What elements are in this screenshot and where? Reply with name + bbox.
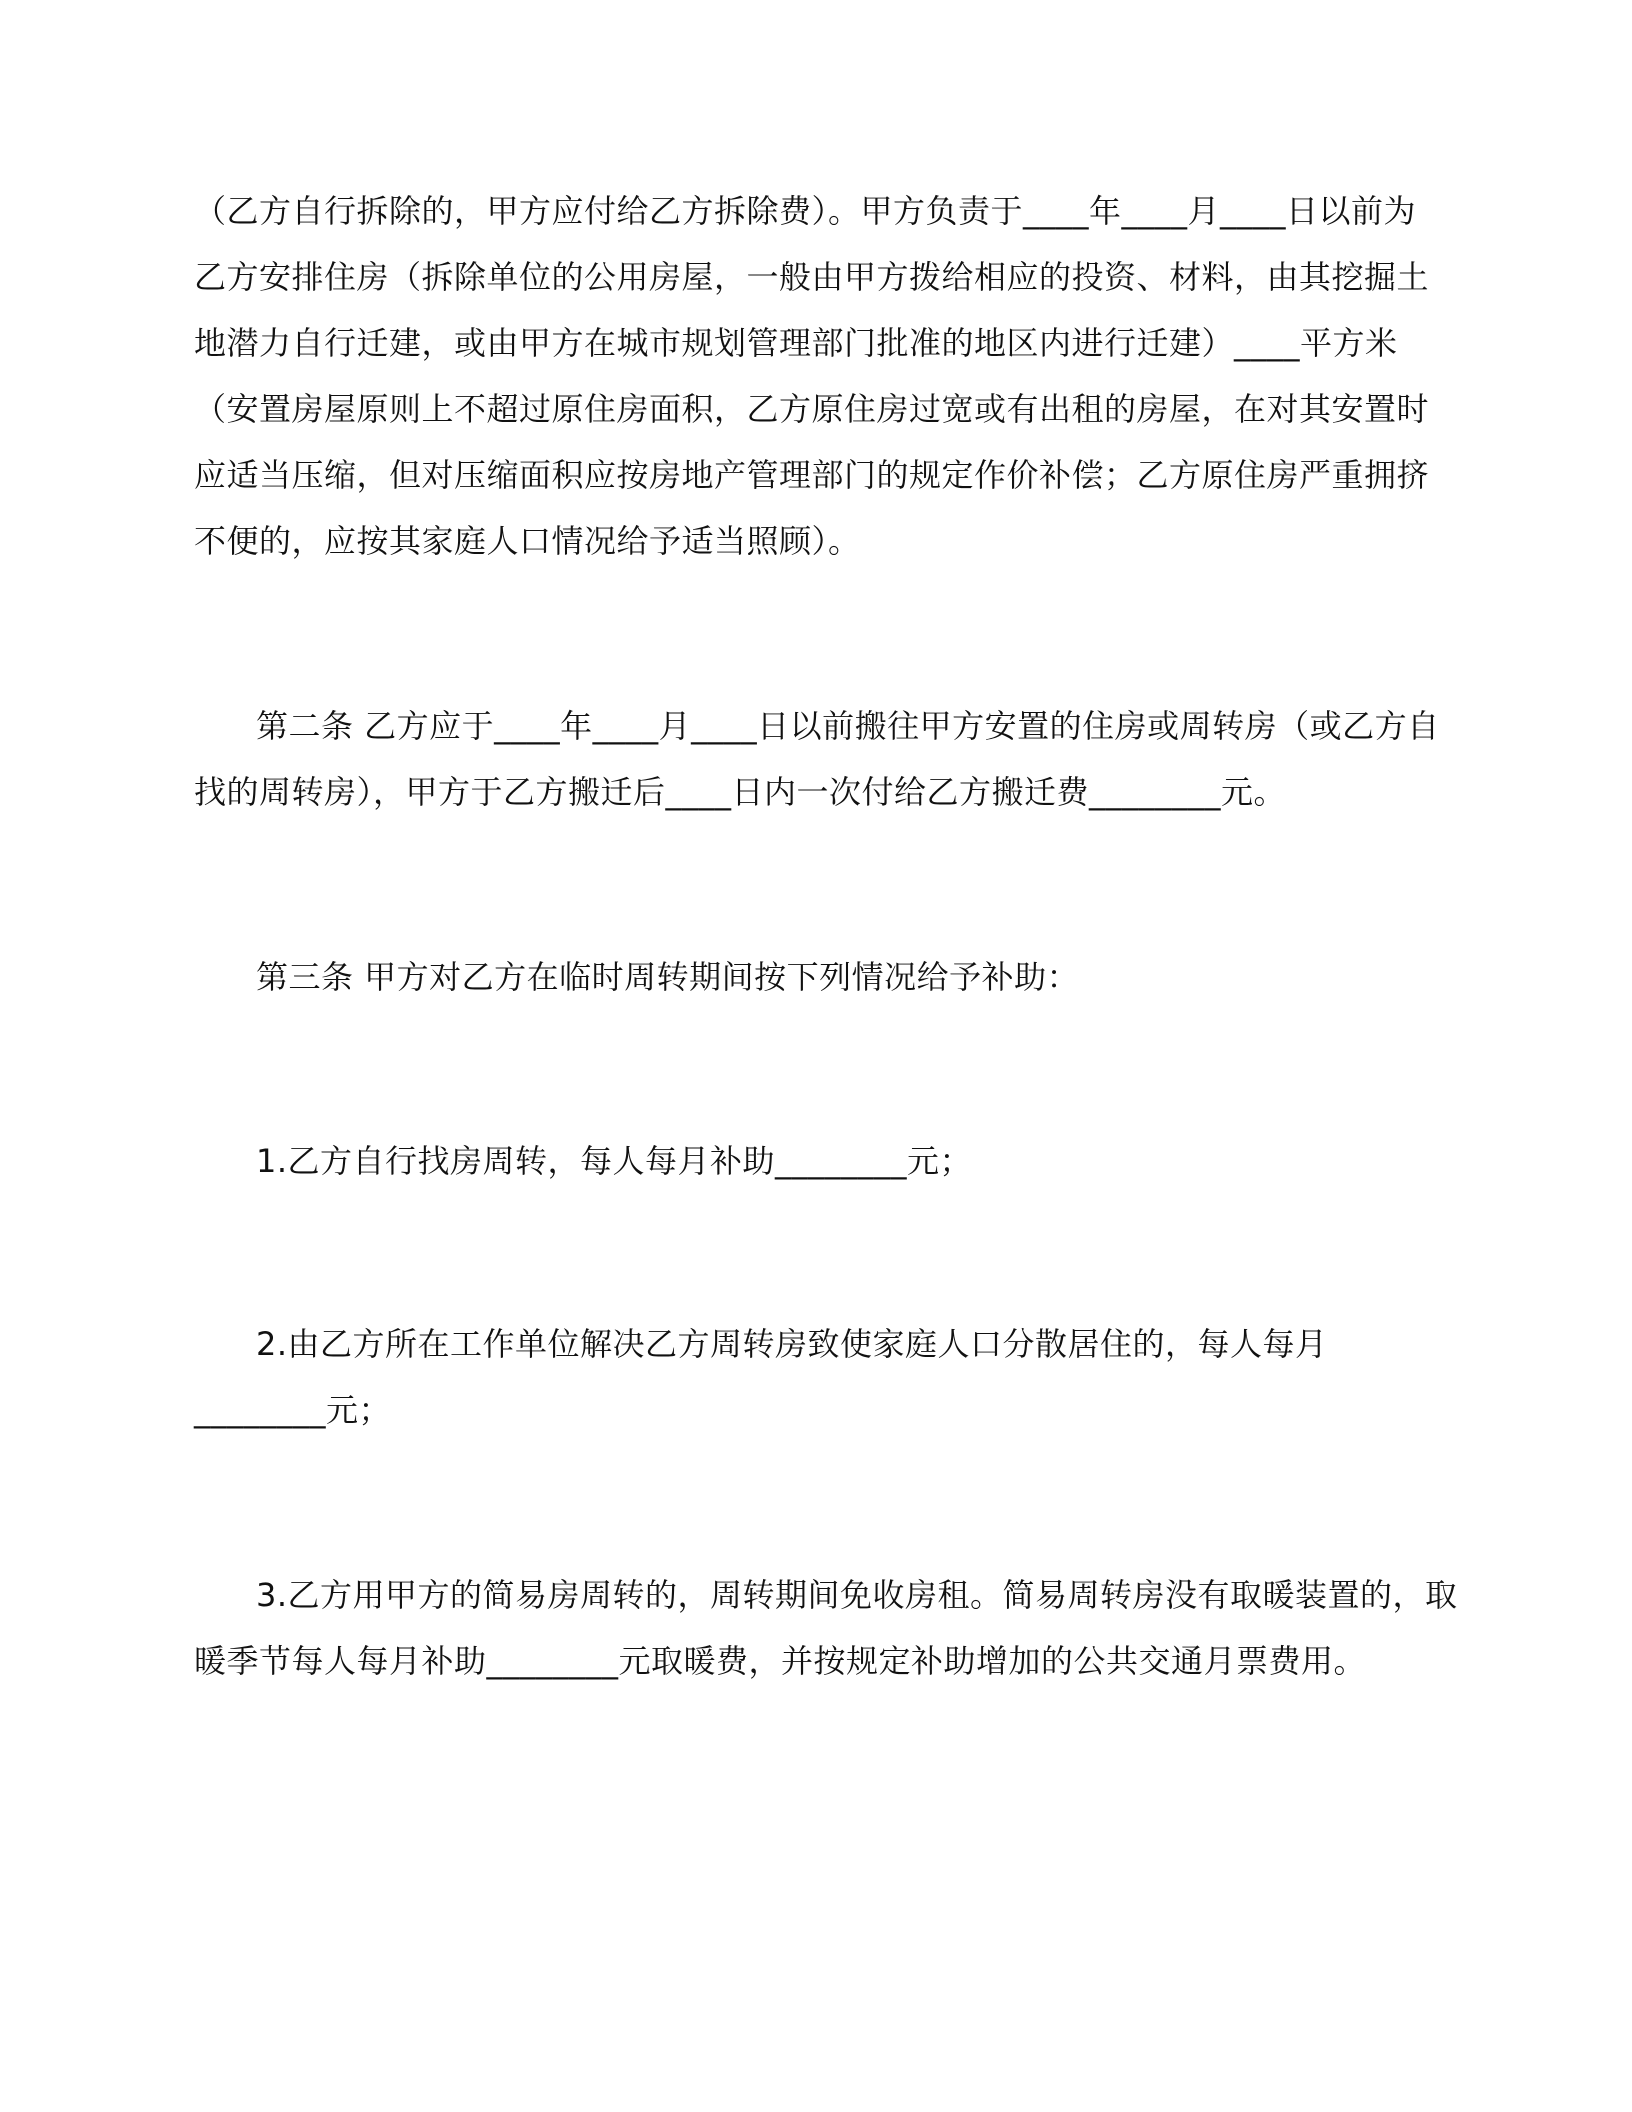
text-line: 应适当压缩，但对压缩面积应按房地产管理部门的规定作价补偿；乙方原住房严重拥挤 xyxy=(194,456,1430,494)
text-line: （安置房屋原则上不超过原住房面积，乙方原住房过宽或有出租的房屋，在对其安置时 xyxy=(194,390,1430,428)
text-line: 第三条 甲方对乙方在临时周转期间按下列情况给予补助： xyxy=(256,958,1080,996)
text-line: 3.乙方用甲方的简易房周转的，周转期间免收房租。简易周转房没有取暖装置的，取 xyxy=(256,1576,1458,1614)
text-line: （乙方自行拆除的，甲方应付给乙方拆除费）。甲方负责于____年____月____日以前为 xyxy=(194,192,1417,230)
text-line: 暖季节每人每月补助________元取暖费，并按规定补助增加的公共交通月票费用。 xyxy=(194,1642,1367,1680)
text-line: 第二条 乙方应于____年____月____日以前搬往甲方安置的住房或周转房（或乙方自 xyxy=(256,707,1440,745)
text-line: 乙方安排住房（拆除单位的公用房屋，一般由甲方拨给相应的投资、材料，由其挖掘土 xyxy=(194,258,1430,296)
paragraph-item-3 xyxy=(194,1562,1458,1694)
paragraph-item-2 xyxy=(194,1311,1434,1443)
text-line: ________元； xyxy=(194,1391,392,1429)
paragraph-item-1 xyxy=(194,1128,1434,1194)
text-line: 找的周转房），甲方于乙方搬迁后____日内一次付给乙方搬迁费________元。 xyxy=(194,773,1287,811)
paragraph-article-2 xyxy=(194,693,1440,825)
text-line: 不便的，应按其家庭人口情况给予适当照顾）。 xyxy=(194,522,861,560)
text-line: 1.乙方自行找房周转，每人每月补助________元； xyxy=(256,1142,973,1180)
paragraph-demolition-housing xyxy=(194,178,1434,574)
text-line: 2.由乙方所在工作单位解决乙方周转房致使家庭人口分散居住的，每人每月 xyxy=(256,1325,1328,1363)
paragraph-article-3 xyxy=(194,944,1434,1010)
text-line: 地潜力自行迁建，或由甲方在城市规划管理部门批准的地区内进行迁建）____平方米 xyxy=(194,324,1398,362)
